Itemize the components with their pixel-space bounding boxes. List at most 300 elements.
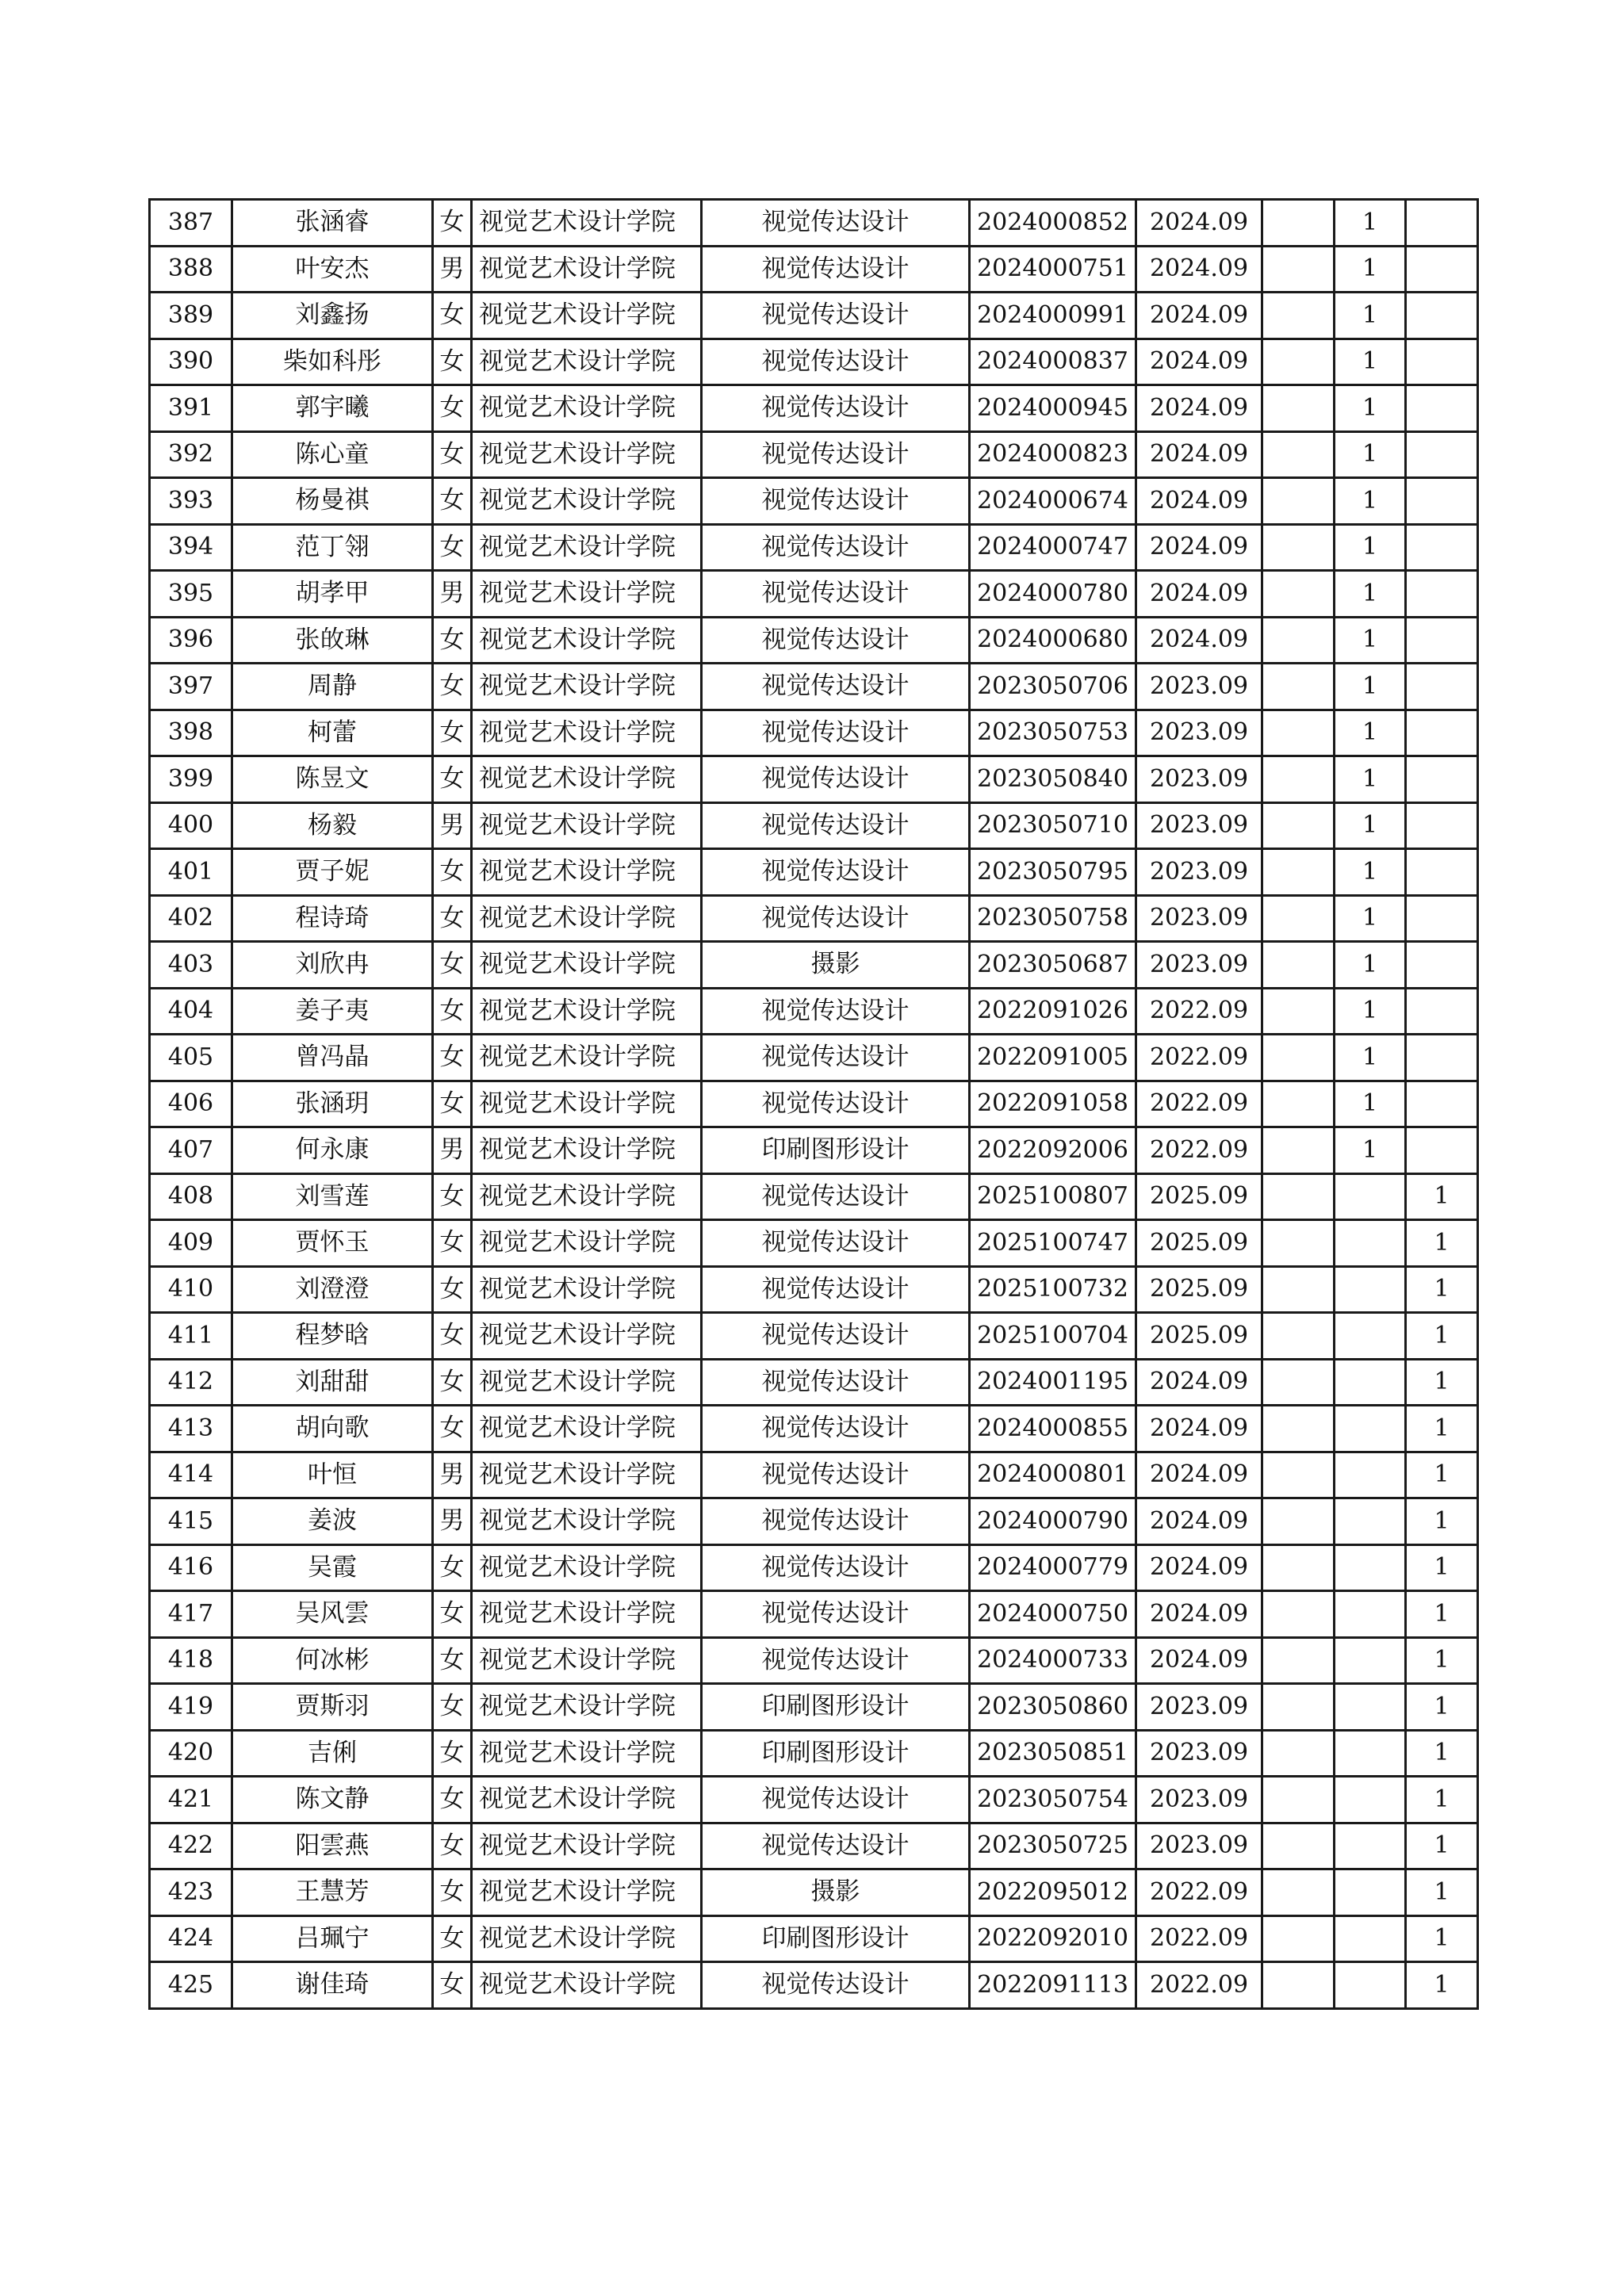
- cell-mark-c: [1406, 1035, 1478, 1081]
- cell-enrollment-date: 2022.09: [1136, 1962, 1262, 2009]
- cell-mark-c: 1: [1406, 1266, 1478, 1313]
- table-row: [150, 1313, 1478, 1360]
- cell-mark-c: [1406, 1081, 1478, 1127]
- cell-major: 印刷图形设计: [702, 1684, 970, 1731]
- cell-mark-a: [1262, 1591, 1335, 1638]
- table-row: [150, 710, 1478, 756]
- cell-gender: 女: [433, 1777, 472, 1823]
- cell-college: 视觉艺术设计学院: [472, 1869, 702, 1916]
- cell-gender: 女: [433, 617, 472, 664]
- cell-mark-c: [1406, 339, 1478, 385]
- table-row: [150, 756, 1478, 803]
- cell-name: 陈昱文: [232, 756, 433, 803]
- cell-number: 415: [150, 1498, 232, 1545]
- cell-enrollment-date: 2022.09: [1136, 1869, 1262, 1916]
- cell-gender: 女: [433, 1730, 472, 1777]
- table-row: [150, 1081, 1478, 1127]
- table-row: [150, 1962, 1478, 2009]
- cell-college: 视觉艺术设计学院: [472, 1498, 702, 1545]
- cell-mark-b: [1335, 1637, 1406, 1684]
- cell-student-id: 2024000747: [970, 524, 1136, 571]
- cell-college: 视觉艺术设计学院: [472, 942, 702, 989]
- cell-mark-a: [1262, 942, 1335, 989]
- cell-mark-b: 1: [1335, 988, 1406, 1035]
- cell-gender: 女: [433, 849, 472, 896]
- cell-name: 陈文静: [232, 1777, 433, 1823]
- table-row: [150, 1406, 1478, 1452]
- cell-enrollment-date: 2023.09: [1136, 1777, 1262, 1823]
- cell-major: 视觉传达设计: [702, 1406, 970, 1452]
- table-row: [150, 988, 1478, 1035]
- table-row: [150, 1127, 1478, 1174]
- cell-student-id: 2024000837: [970, 339, 1136, 385]
- cell-name: 阳雲燕: [232, 1823, 433, 1869]
- cell-number: 395: [150, 571, 232, 618]
- table-row: [150, 1220, 1478, 1267]
- cell-enrollment-date: 2024.09: [1136, 200, 1262, 247]
- cell-major: 印刷图形设计: [702, 1915, 970, 1962]
- cell-number: 419: [150, 1684, 232, 1731]
- cell-major: 视觉传达设计: [702, 1823, 970, 1869]
- cell-mark-b: 1: [1335, 849, 1406, 896]
- cell-mark-c: 1: [1406, 1962, 1478, 2009]
- cell-college: 视觉艺术设计学院: [472, 756, 702, 803]
- cell-mark-a: [1262, 802, 1335, 849]
- cell-gender: 男: [433, 246, 472, 293]
- cell-mark-b: 1: [1335, 478, 1406, 525]
- cell-enrollment-date: 2022.09: [1136, 1035, 1262, 1081]
- cell-student-id: 2025100704: [970, 1313, 1136, 1360]
- cell-number: 400: [150, 802, 232, 849]
- cell-number: 404: [150, 988, 232, 1035]
- cell-student-id: 2024000790: [970, 1498, 1136, 1545]
- cell-student-id: 2024000779: [970, 1544, 1136, 1591]
- table-row: [150, 1173, 1478, 1220]
- cell-gender: 女: [433, 664, 472, 710]
- cell-mark-b: 1: [1335, 1127, 1406, 1174]
- cell-mark-a: [1262, 431, 1335, 478]
- cell-mark-a: [1262, 1544, 1335, 1591]
- cell-name: 郭宇曦: [232, 385, 433, 432]
- cell-enrollment-date: 2024.09: [1136, 524, 1262, 571]
- cell-mark-a: [1262, 849, 1335, 896]
- cell-student-id: 2024000680: [970, 617, 1136, 664]
- cell-gender: 女: [433, 524, 472, 571]
- cell-student-id: 2024000823: [970, 431, 1136, 478]
- cell-mark-b: [1335, 1452, 1406, 1498]
- cell-gender: 女: [433, 1684, 472, 1731]
- cell-college: 视觉艺术设计学院: [472, 802, 702, 849]
- cell-enrollment-date: 2023.09: [1136, 756, 1262, 803]
- cell-number: 414: [150, 1452, 232, 1498]
- cell-enrollment-date: 2022.09: [1136, 1127, 1262, 1174]
- cell-enrollment-date: 2024.09: [1136, 246, 1262, 293]
- cell-student-id: 2024000852: [970, 200, 1136, 247]
- cell-mark-a: [1262, 246, 1335, 293]
- table-row: [150, 1684, 1478, 1731]
- cell-major: 视觉传达设计: [702, 293, 970, 339]
- cell-major: 视觉传达设计: [702, 895, 970, 942]
- cell-gender: 女: [433, 1035, 472, 1081]
- cell-mark-c: 1: [1406, 1173, 1478, 1220]
- cell-mark-a: [1262, 1406, 1335, 1452]
- table-row: [150, 802, 1478, 849]
- cell-mark-b: 1: [1335, 293, 1406, 339]
- cell-college: 视觉艺术设计学院: [472, 1777, 702, 1823]
- cell-major: 视觉传达设计: [702, 200, 970, 247]
- cell-major: 视觉传达设计: [702, 524, 970, 571]
- cell-name: 胡向歌: [232, 1406, 433, 1452]
- cell-mark-a: [1262, 617, 1335, 664]
- cell-mark-a: [1262, 1359, 1335, 1406]
- cell-mark-b: 1: [1335, 200, 1406, 247]
- cell-college: 视觉艺术设计学院: [472, 246, 702, 293]
- cell-student-id: 2022091113: [970, 1962, 1136, 2009]
- cell-student-id: 2022095012: [970, 1869, 1136, 1916]
- cell-major: 视觉传达设计: [702, 1266, 970, 1313]
- cell-enrollment-date: 2024.09: [1136, 385, 1262, 432]
- cell-name: 姜波: [232, 1498, 433, 1545]
- cell-college: 视觉艺术设计学院: [472, 339, 702, 385]
- cell-mark-b: 1: [1335, 895, 1406, 942]
- cell-mark-c: [1406, 200, 1478, 247]
- cell-number: 399: [150, 756, 232, 803]
- table-row: [150, 571, 1478, 618]
- cell-student-id: 2023050860: [970, 1684, 1136, 1731]
- cell-student-id: 2024000855: [970, 1406, 1136, 1452]
- cell-student-id: 2025100747: [970, 1220, 1136, 1267]
- cell-name: 吴霞: [232, 1544, 433, 1591]
- cell-mark-c: 1: [1406, 1915, 1478, 1962]
- cell-gender: 女: [433, 200, 472, 247]
- cell-major: 视觉传达设计: [702, 1498, 970, 1545]
- cell-major: 印刷图形设计: [702, 1127, 970, 1174]
- cell-mark-a: [1262, 1127, 1335, 1174]
- cell-mark-a: [1262, 1730, 1335, 1777]
- cell-mark-c: 1: [1406, 1777, 1478, 1823]
- cell-mark-c: 1: [1406, 1406, 1478, 1452]
- cell-student-id: 2023050687: [970, 942, 1136, 989]
- cell-gender: 女: [433, 988, 472, 1035]
- cell-enrollment-date: 2024.09: [1136, 1591, 1262, 1638]
- student-roster-table: [148, 198, 1479, 2010]
- cell-mark-a: [1262, 339, 1335, 385]
- cell-number: 408: [150, 1173, 232, 1220]
- cell-enrollment-date: 2024.09: [1136, 571, 1262, 618]
- cell-enrollment-date: 2024.09: [1136, 1406, 1262, 1452]
- cell-number: 413: [150, 1406, 232, 1452]
- cell-student-id: 2022091005: [970, 1035, 1136, 1081]
- table-row: [150, 849, 1478, 896]
- cell-enrollment-date: 2023.09: [1136, 802, 1262, 849]
- cell-mark-b: [1335, 1962, 1406, 2009]
- cell-mark-c: [1406, 664, 1478, 710]
- cell-college: 视觉艺术设计学院: [472, 1637, 702, 1684]
- cell-major: 视觉传达设计: [702, 478, 970, 525]
- cell-mark-c: [1406, 710, 1478, 756]
- cell-name: 刘甜甜: [232, 1359, 433, 1406]
- cell-enrollment-date: 2023.09: [1136, 895, 1262, 942]
- cell-name: 张涵睿: [232, 200, 433, 247]
- cell-mark-c: [1406, 571, 1478, 618]
- cell-mark-a: [1262, 1266, 1335, 1313]
- cell-mark-a: [1262, 1313, 1335, 1360]
- cell-student-id: 2023050753: [970, 710, 1136, 756]
- cell-mark-c: 1: [1406, 1359, 1478, 1406]
- cell-major: 视觉传达设计: [702, 1637, 970, 1684]
- cell-name: 王慧芳: [232, 1869, 433, 1916]
- cell-mark-c: [1406, 895, 1478, 942]
- cell-mark-c: [1406, 246, 1478, 293]
- cell-mark-a: [1262, 1498, 1335, 1545]
- cell-student-id: 2023050851: [970, 1730, 1136, 1777]
- cell-number: 411: [150, 1313, 232, 1360]
- cell-mark-c: [1406, 524, 1478, 571]
- cell-mark-b: [1335, 1173, 1406, 1220]
- cell-name: 周静: [232, 664, 433, 710]
- cell-college: 视觉艺术设计学院: [472, 1359, 702, 1406]
- cell-college: 视觉艺术设计学院: [472, 1962, 702, 2009]
- cell-name: 张敀琳: [232, 617, 433, 664]
- cell-student-id: 2022091058: [970, 1081, 1136, 1127]
- cell-mark-a: [1262, 710, 1335, 756]
- cell-college: 视觉艺术设计学院: [472, 1544, 702, 1591]
- cell-gender: 女: [433, 942, 472, 989]
- cell-major: 视觉传达设计: [702, 1777, 970, 1823]
- cell-name: 陈心童: [232, 431, 433, 478]
- table-row: [150, 1266, 1478, 1313]
- table-row: [150, 1730, 1478, 1777]
- cell-number: 396: [150, 617, 232, 664]
- cell-mark-b: 1: [1335, 1081, 1406, 1127]
- roster-body: [150, 200, 1478, 2009]
- cell-mark-b: 1: [1335, 339, 1406, 385]
- cell-major: 视觉传达设计: [702, 1313, 970, 1360]
- cell-number: 388: [150, 246, 232, 293]
- cell-gender: 女: [433, 1823, 472, 1869]
- cell-number: 403: [150, 942, 232, 989]
- cell-mark-b: [1335, 1915, 1406, 1962]
- cell-enrollment-date: 2023.09: [1136, 1684, 1262, 1731]
- cell-major: 视觉传达设计: [702, 1173, 970, 1220]
- cell-mark-c: 1: [1406, 1637, 1478, 1684]
- cell-mark-a: [1262, 756, 1335, 803]
- cell-college: 视觉艺术设计学院: [472, 293, 702, 339]
- table-row: [150, 1498, 1478, 1545]
- cell-major: 视觉传达设计: [702, 988, 970, 1035]
- cell-number: 392: [150, 431, 232, 478]
- cell-number: 401: [150, 849, 232, 896]
- cell-enrollment-date: 2024.09: [1136, 431, 1262, 478]
- cell-name: 刘欣冉: [232, 942, 433, 989]
- cell-mark-a: [1262, 571, 1335, 618]
- cell-gender: 女: [433, 1962, 472, 2009]
- cell-enrollment-date: 2024.09: [1136, 1359, 1262, 1406]
- table-row: [150, 1637, 1478, 1684]
- cell-mark-b: [1335, 1591, 1406, 1638]
- cell-mark-b: 1: [1335, 756, 1406, 803]
- cell-mark-c: [1406, 293, 1478, 339]
- cell-college: 视觉艺术设计学院: [472, 571, 702, 618]
- cell-mark-a: [1262, 1220, 1335, 1267]
- cell-student-id: 2024000750: [970, 1591, 1136, 1638]
- cell-number: 421: [150, 1777, 232, 1823]
- cell-college: 视觉艺术设计学院: [472, 1915, 702, 1962]
- cell-mark-a: [1262, 1684, 1335, 1731]
- cell-major: 视觉传达设计: [702, 1081, 970, 1127]
- cell-college: 视觉艺术设计学院: [472, 385, 702, 432]
- cell-college: 视觉艺术设计学院: [472, 617, 702, 664]
- cell-mark-a: [1262, 895, 1335, 942]
- cell-number: 390: [150, 339, 232, 385]
- cell-name: 范丁翎: [232, 524, 433, 571]
- cell-enrollment-date: 2025.09: [1136, 1313, 1262, 1360]
- cell-name: 吉俐: [232, 1730, 433, 1777]
- cell-gender: 男: [433, 802, 472, 849]
- cell-mark-b: 1: [1335, 710, 1406, 756]
- table-row: [150, 524, 1478, 571]
- cell-mark-a: [1262, 1081, 1335, 1127]
- cell-college: 视觉艺术设计学院: [472, 524, 702, 571]
- cell-college: 视觉艺术设计学院: [472, 895, 702, 942]
- cell-major: 视觉传达设计: [702, 385, 970, 432]
- cell-mark-c: [1406, 802, 1478, 849]
- cell-number: 422: [150, 1823, 232, 1869]
- cell-name: 贾斯羽: [232, 1684, 433, 1731]
- cell-mark-a: [1262, 664, 1335, 710]
- cell-mark-b: [1335, 1498, 1406, 1545]
- table-row: [150, 1777, 1478, 1823]
- cell-mark-b: 1: [1335, 246, 1406, 293]
- cell-number: 420: [150, 1730, 232, 1777]
- cell-college: 视觉艺术设计学院: [472, 1823, 702, 1869]
- cell-mark-a: [1262, 478, 1335, 525]
- cell-name: 曾冯晶: [232, 1035, 433, 1081]
- cell-gender: 女: [433, 431, 472, 478]
- cell-gender: 男: [433, 1498, 472, 1545]
- cell-mark-b: [1335, 1359, 1406, 1406]
- cell-number: 389: [150, 293, 232, 339]
- cell-student-id: 2023050754: [970, 1777, 1136, 1823]
- cell-student-id: 2025100732: [970, 1266, 1136, 1313]
- cell-mark-c: [1406, 431, 1478, 478]
- cell-mark-a: [1262, 293, 1335, 339]
- cell-student-id: 2023050795: [970, 849, 1136, 896]
- cell-mark-b: 1: [1335, 617, 1406, 664]
- cell-major: 视觉传达设计: [702, 1359, 970, 1406]
- cell-mark-c: 1: [1406, 1452, 1478, 1498]
- cell-name: 贾怀玉: [232, 1220, 433, 1267]
- cell-mark-a: [1262, 1823, 1335, 1869]
- cell-mark-c: 1: [1406, 1869, 1478, 1916]
- cell-number: 394: [150, 524, 232, 571]
- cell-student-id: 2022091026: [970, 988, 1136, 1035]
- cell-mark-b: 1: [1335, 1035, 1406, 1081]
- cell-college: 视觉艺术设计学院: [472, 1173, 702, 1220]
- cell-major: 摄影: [702, 1869, 970, 1916]
- cell-gender: 女: [433, 1544, 472, 1591]
- cell-mark-b: [1335, 1406, 1406, 1452]
- cell-college: 视觉艺术设计学院: [472, 478, 702, 525]
- cell-mark-a: [1262, 988, 1335, 1035]
- cell-college: 视觉艺术设计学院: [472, 1081, 702, 1127]
- cell-enrollment-date: 2022.09: [1136, 988, 1262, 1035]
- cell-student-id: 2023050706: [970, 664, 1136, 710]
- cell-name: 刘澄澄: [232, 1266, 433, 1313]
- cell-number: 418: [150, 1637, 232, 1684]
- cell-number: 410: [150, 1266, 232, 1313]
- cell-enrollment-date: 2023.09: [1136, 710, 1262, 756]
- cell-college: 视觉艺术设计学院: [472, 710, 702, 756]
- cell-college: 视觉艺术设计学院: [472, 988, 702, 1035]
- cell-major: 视觉传达设计: [702, 571, 970, 618]
- cell-gender: 女: [433, 1406, 472, 1452]
- cell-college: 视觉艺术设计学院: [472, 1035, 702, 1081]
- cell-mark-c: [1406, 942, 1478, 989]
- cell-name: 柴如科彤: [232, 339, 433, 385]
- cell-gender: 女: [433, 339, 472, 385]
- cell-mark-c: 1: [1406, 1730, 1478, 1777]
- cell-mark-c: [1406, 849, 1478, 896]
- cell-major: 印刷图形设计: [702, 1730, 970, 1777]
- cell-enrollment-date: 2023.09: [1136, 664, 1262, 710]
- cell-gender: 女: [433, 1173, 472, 1220]
- cell-mark-b: [1335, 1266, 1406, 1313]
- cell-college: 视觉艺术设计学院: [472, 849, 702, 896]
- cell-name: 叶安杰: [232, 246, 433, 293]
- cell-gender: 女: [433, 1220, 472, 1267]
- cell-enrollment-date: 2023.09: [1136, 1823, 1262, 1869]
- cell-college: 视觉艺术设计学院: [472, 1730, 702, 1777]
- cell-student-id: 2024000780: [970, 571, 1136, 618]
- cell-student-id: 2024000733: [970, 1637, 1136, 1684]
- cell-mark-c: [1406, 988, 1478, 1035]
- cell-mark-b: [1335, 1220, 1406, 1267]
- cell-gender: 女: [433, 1637, 472, 1684]
- cell-student-id: 2023050710: [970, 802, 1136, 849]
- cell-number: 416: [150, 1544, 232, 1591]
- table-row: [150, 617, 1478, 664]
- cell-major: 视觉传达设计: [702, 617, 970, 664]
- cell-mark-c: 1: [1406, 1313, 1478, 1360]
- cell-major: 视觉传达设计: [702, 339, 970, 385]
- table-row: [150, 895, 1478, 942]
- cell-enrollment-date: 2024.09: [1136, 293, 1262, 339]
- cell-college: 视觉艺术设计学院: [472, 1684, 702, 1731]
- cell-gender: 女: [433, 1313, 472, 1360]
- cell-name: 吕珮宁: [232, 1915, 433, 1962]
- cell-number: 398: [150, 710, 232, 756]
- cell-major: 视觉传达设计: [702, 1220, 970, 1267]
- cell-enrollment-date: 2025.09: [1136, 1220, 1262, 1267]
- cell-student-id: 2023050758: [970, 895, 1136, 942]
- cell-name: 杨曼祺: [232, 478, 433, 525]
- cell-gender: 男: [433, 571, 472, 618]
- cell-mark-b: 1: [1335, 571, 1406, 618]
- table-row: [150, 1452, 1478, 1498]
- cell-mark-a: [1262, 385, 1335, 432]
- cell-name: 叶恒: [232, 1452, 433, 1498]
- table-row: [150, 1823, 1478, 1869]
- cell-mark-b: 1: [1335, 524, 1406, 571]
- table-row: [150, 1591, 1478, 1638]
- cell-enrollment-date: 2025.09: [1136, 1266, 1262, 1313]
- cell-enrollment-date: 2023.09: [1136, 1730, 1262, 1777]
- cell-gender: 女: [433, 1266, 472, 1313]
- cell-name: 何永康: [232, 1127, 433, 1174]
- cell-major: 视觉传达设计: [702, 1452, 970, 1498]
- cell-mark-a: [1262, 524, 1335, 571]
